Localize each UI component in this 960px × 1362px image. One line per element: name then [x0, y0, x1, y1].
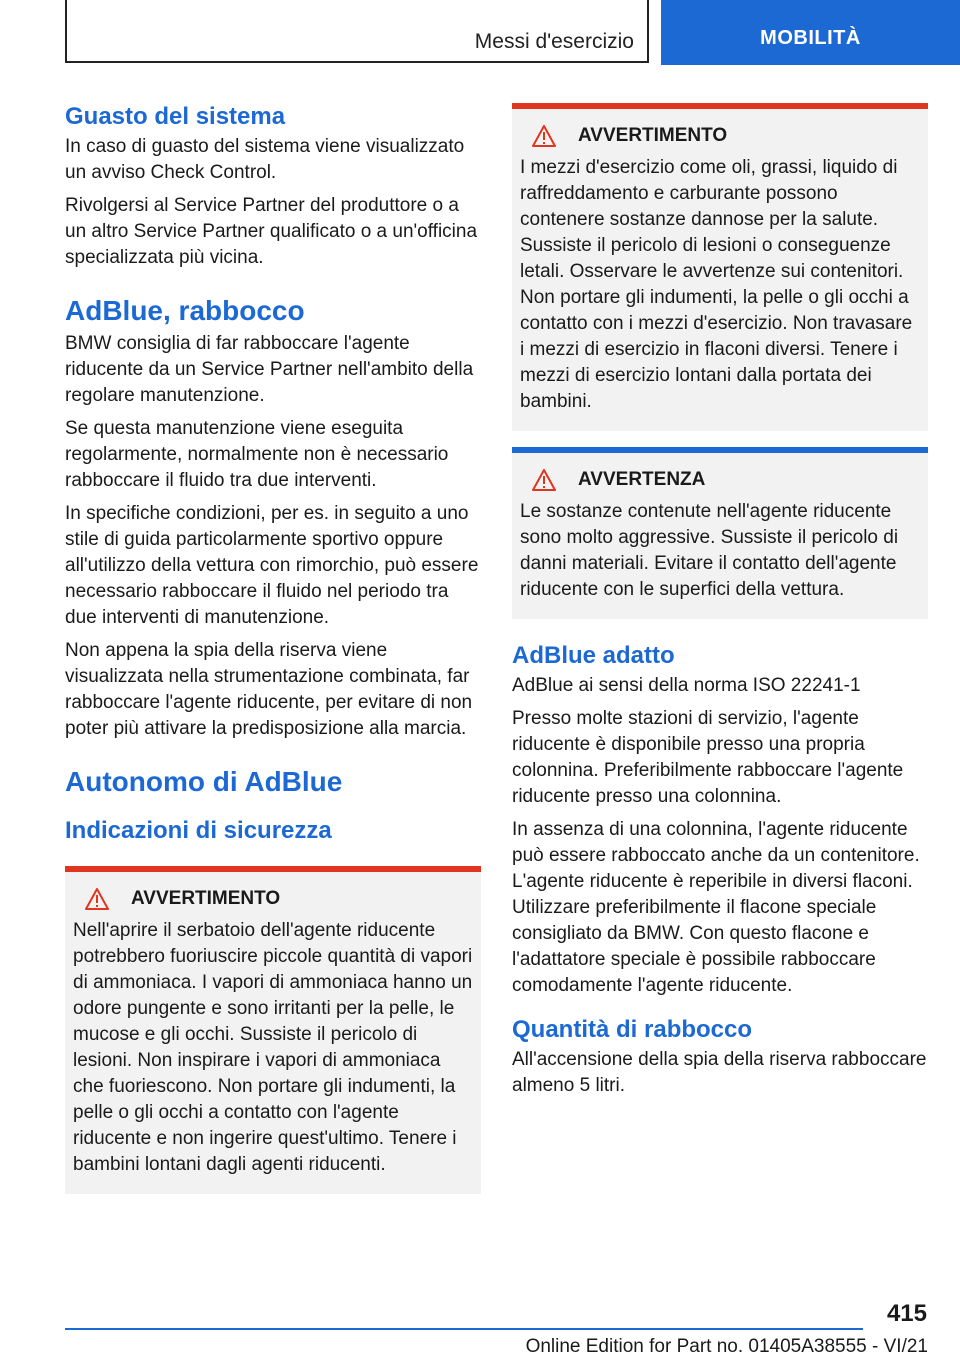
paragraph-guasto-1: In caso di guasto del sistema viene visualizzato un avviso Check Control.: [65, 136, 465, 183]
paragraph-rabbocco-3: In specifiche condizioni, per es. in seguito a uno stile di guida particolarmente sportivo oppure all'utilizzo della vettura con rimorchio, può essere necessario rabboccare il fluido nel periodo tra due interventi di manutenzione.: [65, 503, 479, 628]
warning-text: Nell'aprire il serbatoio dell'agente riducente potrebbero fuoriuscire piccole quantità di vapori di ammoniaca. I vapori di ammoniaca hanno un odore pungente e sono irritanti per la pelle, le mucose e gli occhi. Sussiste il pericolo di lesioni. Non inspirare i vapori di ammoniaca che fuoriescono. Non portare gli indumenti, la pelle o gli occhi a contatto con l'agente riducente e non ingerire quest'ultimo. Tenere i bambini lontani dagli agenti riducenti.: [73, 920, 473, 1175]
right-column: [512, 103, 928, 1106]
heading-adatto: AdBlue adatto: [512, 642, 675, 669]
paragraph-rabbocco-1: BMW consiglia di far rabboccare l'agente riducente da un Service Partner nell'ambito della regolare manutenzione.: [65, 333, 474, 406]
footer-edition: Online Edition for Part no. 01405A38555 - VI/21: [525, 1336, 928, 1357]
heading-autonomo: Autonomo di AdBlue: [65, 766, 343, 797]
warning-title: AVVERTIMENTO: [578, 125, 728, 146]
paragraph-rabbocco-2: Se questa manutenzione viene eseguita regolarmente, normalmente non è necessario rabboccare il fluido tra due interventi.: [65, 418, 449, 491]
footer-divider: [65, 1328, 863, 1330]
warning-triangle-icon: [532, 125, 556, 147]
warning-box-ammonia: [65, 866, 481, 1194]
warning-title-row: [73, 886, 473, 912]
heading-quantita: Quantità di rabbocco: [512, 1016, 753, 1043]
paragraph-rabbocco-4: Non appena la spia della riserva viene visualizzata nella strumentazione combinata, far rabboccare l'agente riducente, per evitare di non poter più attivare la predisposizione alla marcia.: [65, 640, 473, 739]
warning-title-row: [520, 467, 920, 493]
paragraph-guasto-2: Rivolgersi al Service Partner del produttore o a un altro Service Partner qualificato o a un'officina specializzata più vicina.: [65, 195, 478, 268]
warning-triangle-icon: [532, 469, 556, 491]
heading-guasto: Guasto del sistema: [65, 103, 286, 130]
warning-text: Le sostanze contenute nell'agente riducente sono molto aggressive. Sussiste il pericolo di danni materiali. Evitare il contatto dell'agente riducente con le superfici della vettura.: [520, 501, 899, 600]
warning-text: I mezzi d'esercizio come oli, grassi, liquido di raffreddamento e carburante possono contenere sostanze dannose per la salute. Sussiste il pericolo di lesioni o conseguenze letali. Osservare le avvertenze sui contenitori. Non portare gli indumenti, la pelle o gli occhi a contatto con i mezzi d'esercizio. Non travasare i mezzi di esercizio in flaconi diversi. Tenere i mezzi di esercizio lontani dalla portata dei bambini.: [520, 157, 913, 412]
header-section-title: Messi d'esercizio: [474, 30, 634, 53]
paragraph-adatto-3: In assenza di una colonnina, l'agente riducente può essere rabboccato anche da un contenitore. L'agente riducente è reperibile in diversi flaconi. Utilizzare preferibilmente il flacone speciale consigliato da BMW. Con questo flacone e l'adattatore speciale è possibile rabboccare comodamente l'agente riducente.: [512, 819, 920, 996]
warning-title: AVVERTIMENTO: [131, 888, 281, 909]
paragraph-quantita-1: All'accensione della spia della riserva rabboccare almeno 5 litri.: [512, 1049, 927, 1096]
page-number: 415: [886, 1300, 927, 1327]
warning-box-aggressive: [512, 447, 928, 619]
warning-triangle-icon: [85, 888, 109, 910]
left-column: [65, 100, 481, 1194]
paragraph-adatto-2: Presso molte stazioni di servizio, l'agente riducente è disponibile presso una propria colonnina. Preferibilmente rabboccare l'agente riducente presso una colonnina.: [512, 708, 904, 807]
paragraph-adatto-1: AdBlue ai sensi della norma ISO 22241-1: [512, 675, 861, 696]
warning-box-fluids: [512, 103, 928, 431]
header-chapter-tab: MOBILITÀ: [661, 0, 960, 65]
warning-title: AVVERTENZA: [578, 469, 706, 490]
heading-sicurezza: Indicazioni di sicurezza: [65, 817, 332, 844]
warning-title-row: [520, 123, 920, 149]
heading-rabbocco: AdBlue, rabbocco: [65, 295, 305, 326]
